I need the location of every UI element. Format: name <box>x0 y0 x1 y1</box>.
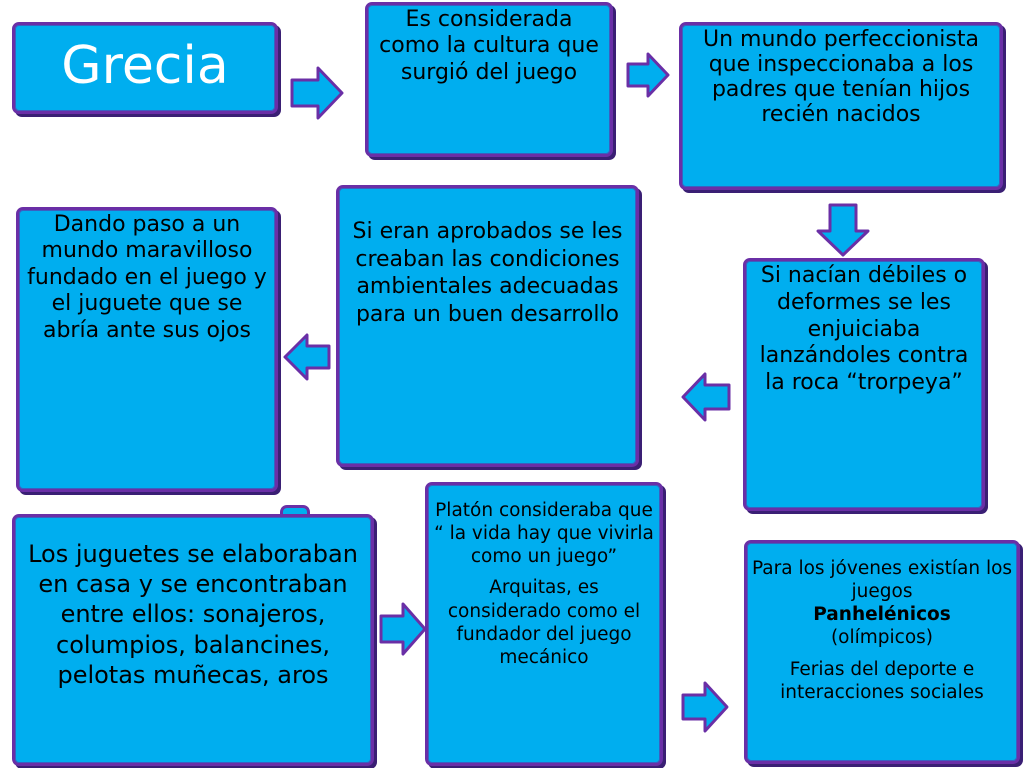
node-cultura <box>365 2 613 157</box>
node-jovenes-post: (olímpicos) <box>830 627 934 649</box>
node-aprobados <box>336 185 639 467</box>
node-perfeccionista <box>679 22 1003 190</box>
node-debiles <box>743 258 985 511</box>
node-jovenes-p1 <box>751 557 1013 650</box>
node-dando-paso-text: Dando paso a un mundo maravilloso fundado en el juego y el juguete que se abría ante sus ojos <box>27 212 267 343</box>
node-jovenes-pre: Para los jóvenes existían los juegos <box>751 558 1013 603</box>
arrow-debiles-to-aprobados <box>683 374 729 420</box>
node-platon-p2: Arquitas, es considerado como el fundador del juego mecánico <box>447 577 641 668</box>
node-juguetes-text: Los juguetes se elaboraban en casa y se encontraban entre ellos: sonajeros, columpios, balancines, pelotas muñecas, aros <box>28 540 358 689</box>
title-box <box>12 22 278 114</box>
arrow-platon-to-jovenes <box>683 683 727 731</box>
arrow-perfeccionista-to-debiles <box>818 205 868 255</box>
arrow-juguetes-to-platon <box>381 604 425 654</box>
node-jovenes-p2: Ferias del deporte e interacciones sociales <box>780 658 984 703</box>
node-platon-p1: Platón consideraba que “ la vida hay que vivirla como un juego” <box>434 500 654 568</box>
node-juguetes <box>12 514 374 766</box>
node-debiles-text: Si nacían débiles o deformes se les enjuiciaba lanzándoles contra la roca “trorpeya” <box>759 263 969 396</box>
node-platon <box>425 482 663 766</box>
arrow-title-to-cultura <box>292 68 344 118</box>
title-text: Grecia <box>61 35 229 96</box>
node-perfeccionista-text: Un mundo perfeccionista que inspeccionaba a los padres que tenían hijos recién nacidos <box>703 27 979 128</box>
node-aprobados-text: Si eran aprobados se les creaban las condiciones ambientales adecuadas para un buen desarrollo <box>352 219 623 328</box>
arrow-aprobados-to-dando-paso <box>285 335 329 379</box>
node-jovenes-bold: Panhelénicos <box>813 604 951 626</box>
arrow-cultura-to-perfeccionista <box>628 54 670 96</box>
node-jovenes <box>744 540 1020 764</box>
node-dando-paso <box>16 207 278 492</box>
node-cultura-text: Es considerada como la cultura que surgió del juego <box>379 7 599 85</box>
